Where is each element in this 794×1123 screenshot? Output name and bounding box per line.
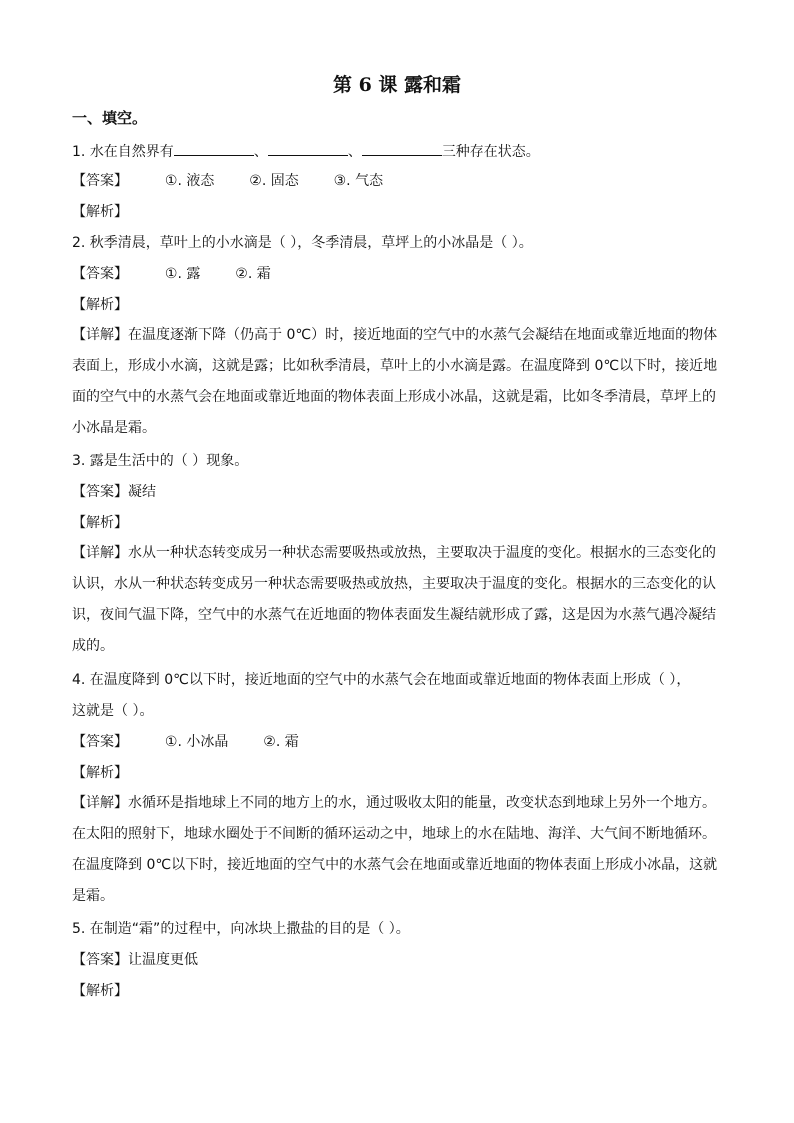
- q3-answer: 凝结: [128, 484, 156, 500]
- question-4-line-2: 这就是（ ）。: [72, 703, 154, 719]
- q1-blank-2: [268, 141, 348, 156]
- q1-number: 1.: [72, 144, 86, 160]
- q3-answer-row: [72, 483, 156, 501]
- answer-tag: 【答案】: [72, 266, 128, 282]
- q1-option-2: ②. 固态: [249, 173, 299, 189]
- q2-analysis-tag: 【解析】: [72, 297, 128, 313]
- q1-blank-1: [174, 141, 254, 156]
- question-5: 5. 在制造“霜”的过程中，向冰块上撒盐的目的是（ ）。: [72, 921, 410, 937]
- question-3: 3. 露是生活中的（ ）现象。: [72, 453, 249, 469]
- q4-analysis-tag: 【解析】: [72, 765, 128, 781]
- q1-option-3: ③. 气态: [333, 173, 384, 189]
- q3-detail-text: 水从一种状态转变成另一种状态需要吸热或放热，主要取决于温度的变化。根据水的三态变化的认识，水从一种状态转变成另一种状态需要吸热或放热，主要取决于温度的变化。根据水的三态变化的认识，夜间气温下降，空气中的水蒸气在近地面的物体表面发生凝结就形成了露，这是因为水蒸气遇冷凝结成的。: [72, 545, 716, 654]
- q1-suffix: 三种存在状态。: [441, 144, 540, 160]
- q2-detail: [72, 320, 722, 444]
- q1-analysis-tag: 【解析】: [72, 204, 128, 220]
- q1-sep-1: 、: [253, 144, 268, 160]
- q2-answer-row: [72, 265, 271, 283]
- q4-option-2: ②. 霜: [263, 734, 299, 750]
- q2-option-2: ②. 霜: [235, 266, 271, 282]
- q5-analysis-tag: 【解析】: [72, 983, 128, 999]
- q4-answer-row: [72, 733, 299, 751]
- q3-analysis-tag: 【解析】: [72, 515, 128, 531]
- q1-sep-2: 、: [347, 144, 362, 160]
- answer-tag: 【答案】: [72, 484, 128, 500]
- page-title: 第 6 课 露和霜: [332, 74, 462, 96]
- q4-detail: [72, 788, 722, 912]
- answer-tag: 【答案】: [72, 952, 128, 968]
- q1-option-1: ①. 液态: [164, 173, 215, 189]
- q4-detail-text: 水循环是指地球上不同的地方上的水，通过吸收太阳的能量，改变状态到地球上另外一个地方。在太阳的照射下，地球水圈处于不间断的循环运动之中，地球上的水在陆地、海洋、大气间不断地循环。在温度降到 0℃以下时，接近地面的空气中的水蒸气会在地面或靠近地面的物体表面上形成小冰晶，这就是霜。: [72, 795, 718, 904]
- q5-answer: 让温度更低: [128, 952, 198, 968]
- q4-option-1: ①. 小冰晶: [164, 734, 229, 750]
- question-2: 2. 秋季清晨，草叶上的小水滴是（ ），冬季清晨，草坪上的小冰晶是（ ）。: [72, 235, 533, 251]
- question-4-line-1: 4. 在温度降到 0℃以下时，接近地面的空气中的水蒸气会在地面或靠近地面的物体表面上形成（ ），: [72, 672, 691, 688]
- q5-answer-row: [72, 951, 198, 969]
- section-heading: 一、填空。: [72, 109, 148, 127]
- q3-detail: [72, 538, 722, 662]
- question-1: [72, 141, 540, 161]
- q1-answer-row: [72, 172, 383, 190]
- q1-blank-3: [362, 141, 442, 156]
- answer-tag: 【答案】: [72, 734, 128, 750]
- detail-tag: 【详解】: [72, 545, 128, 561]
- q1-prefix: 水在自然界有: [89, 144, 174, 160]
- detail-tag: 【详解】: [72, 327, 128, 343]
- q2-detail-text: 在温度逐渐下降（仍高于 0℃）时，接近地面的空气中的水蒸气会凝结在地面或靠近地面的物体表面上，形成小水滴，这就是露；比如秋季清晨，草叶上的小水滴是露。在温度降到 0℃以下时，接近地面的空气中的水蒸气会在地面或靠近地面的物体表面上形成小冰晶，这就是霜，比如冬季清晨，草坪上的小冰晶是霜。: [72, 327, 718, 436]
- q2-option-1: ①. 露: [164, 266, 201, 282]
- detail-tag: 【详解】: [72, 795, 128, 811]
- answer-tag: 【答案】: [72, 173, 128, 189]
